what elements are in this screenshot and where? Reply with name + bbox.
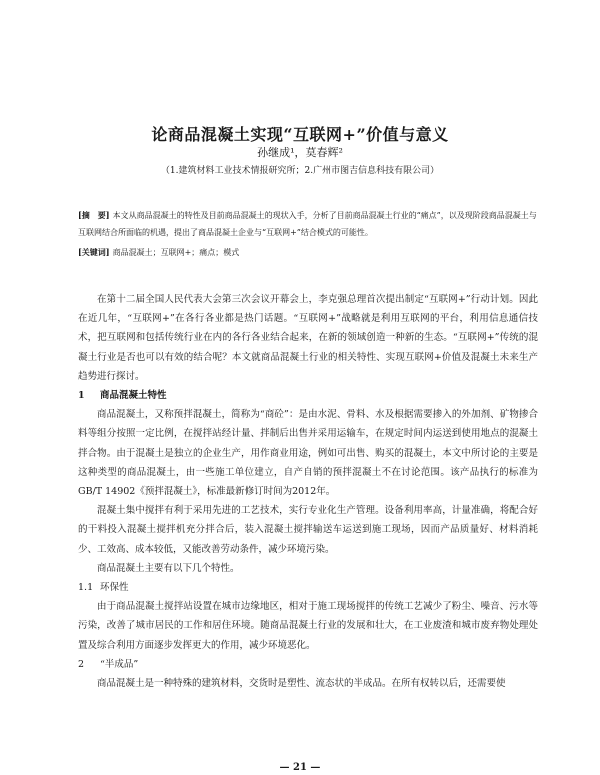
- section-1-paragraph-1: 商品混凝土，又称预拌混凝土，简称为“商砼”：是由水泥、骨料、水及根据需要掺入的外加剂、矿物掺合料等组分按照一定比例，在搅拌站经计量、拌制后出售并采用运输车，在规定时间内运送到使用地点的混凝土拌合物。由于混凝土是独立的企业生产，用作商业用途，例如可出售、购买的混凝土，本文中所讨论的主要是这种类型的商品混凝土，由一些施工单位建立，自产自销的预拌混凝土不在讨论范围。该产品执行的标准为GB/T 14902《预拌混凝土》，标准最新修订时间为2012年。: [78, 409, 538, 498]
- section-1-paragraph-3: 商品混凝土主要有以下几个特性。: [97, 562, 240, 574]
- section-2-paragraph: 商品混凝土是一种特殊的建筑材料，交货时是塑性、流态状的半成品。在所有权转以后，还需要使: [97, 678, 506, 690]
- intro-paragraph: 在第十二届全国人民代表大会第三次会议开幕会上，李克强总理首次提出制定“互联网+”行动计划。因此在近几年，“互联网+”在各行各业都是热门话题。“互联网+”战略就是利用互联网的平台，利用信息通信技术，把互联网和包括传统行业在内的各行各业结合起来，在新的领域创造一种新的生态。“互联网+”传统的混凝土行业是否也可以有效的结合呢？本文就商品混凝土行业的相关特性、实现互联网+价值及混凝土未来生产趋势进行探讨。: [78, 294, 538, 382]
- section-title: “半成品”: [100, 658, 139, 670]
- section-1-1-paragraph: 由于商品混凝土搅拌站设置在城市边缘地区，相对于施工现场搅拌的传统工艺减少了粉尘、噪音、污水等污染，改善了城市居民的工作和居住环境。随商品混凝土行业的发展和壮大，在工业废渣和城市废弃物处理处置及综合利用方面逐步发挥更大的作用，减少环境恶化。: [78, 601, 538, 651]
- abstract-label: [摘 要]: [78, 210, 110, 220]
- section-number: 1: [78, 390, 85, 402]
- section-number: 1.1: [78, 582, 94, 594]
- abstract-text: 本文从商品混凝土的特性及目前商品混凝土的现状入手，分析了目前商品混凝土行业的“痛点”，以及现阶段商品混凝土与互联网结合所面临的机遇，提出了商品混凝土企业与“互联网+”结合模式的可能性。: [78, 211, 537, 237]
- section-1-paragraph-2: 混凝土集中搅拌有利于采用先进的工艺技术，实行专业化生产管理。设备利用率高，计量准确，将配合好的干料投入混凝土搅拌机充分拌合后，装入混凝土搅拌输送车运送到施工现场，因而产品质量好、材料消耗少、工效高、成本较低，又能改善劳动条件，减少环境污染。: [78, 505, 538, 555]
- paper-authors: 孙继成¹，莫春辉²: [257, 146, 343, 159]
- keywords-block: [78, 247, 538, 258]
- section-heading-2: [78, 655, 538, 674]
- section-number: 2: [78, 658, 85, 670]
- section-heading-1-1: [78, 578, 538, 597]
- abstract-block: [78, 207, 538, 241]
- section-title: 环保性: [100, 582, 129, 594]
- page-number: — 21 —: [279, 762, 321, 773]
- keywords-label: [关键词]: [78, 247, 110, 257]
- paper-affiliation: （1.建筑材料工业技术情报研究所；2.广州市图吉信息科技有限公司）: [160, 166, 440, 176]
- section-heading-1: [78, 386, 538, 405]
- paper-title: 论商品混凝土实现“互联网+”价值与意义: [151, 125, 449, 144]
- keywords-text: 商品混凝土；互联网+；痛点；模式: [112, 248, 240, 257]
- body-text: [78, 290, 538, 693]
- section-title: 商品混凝土特性: [100, 390, 167, 402]
